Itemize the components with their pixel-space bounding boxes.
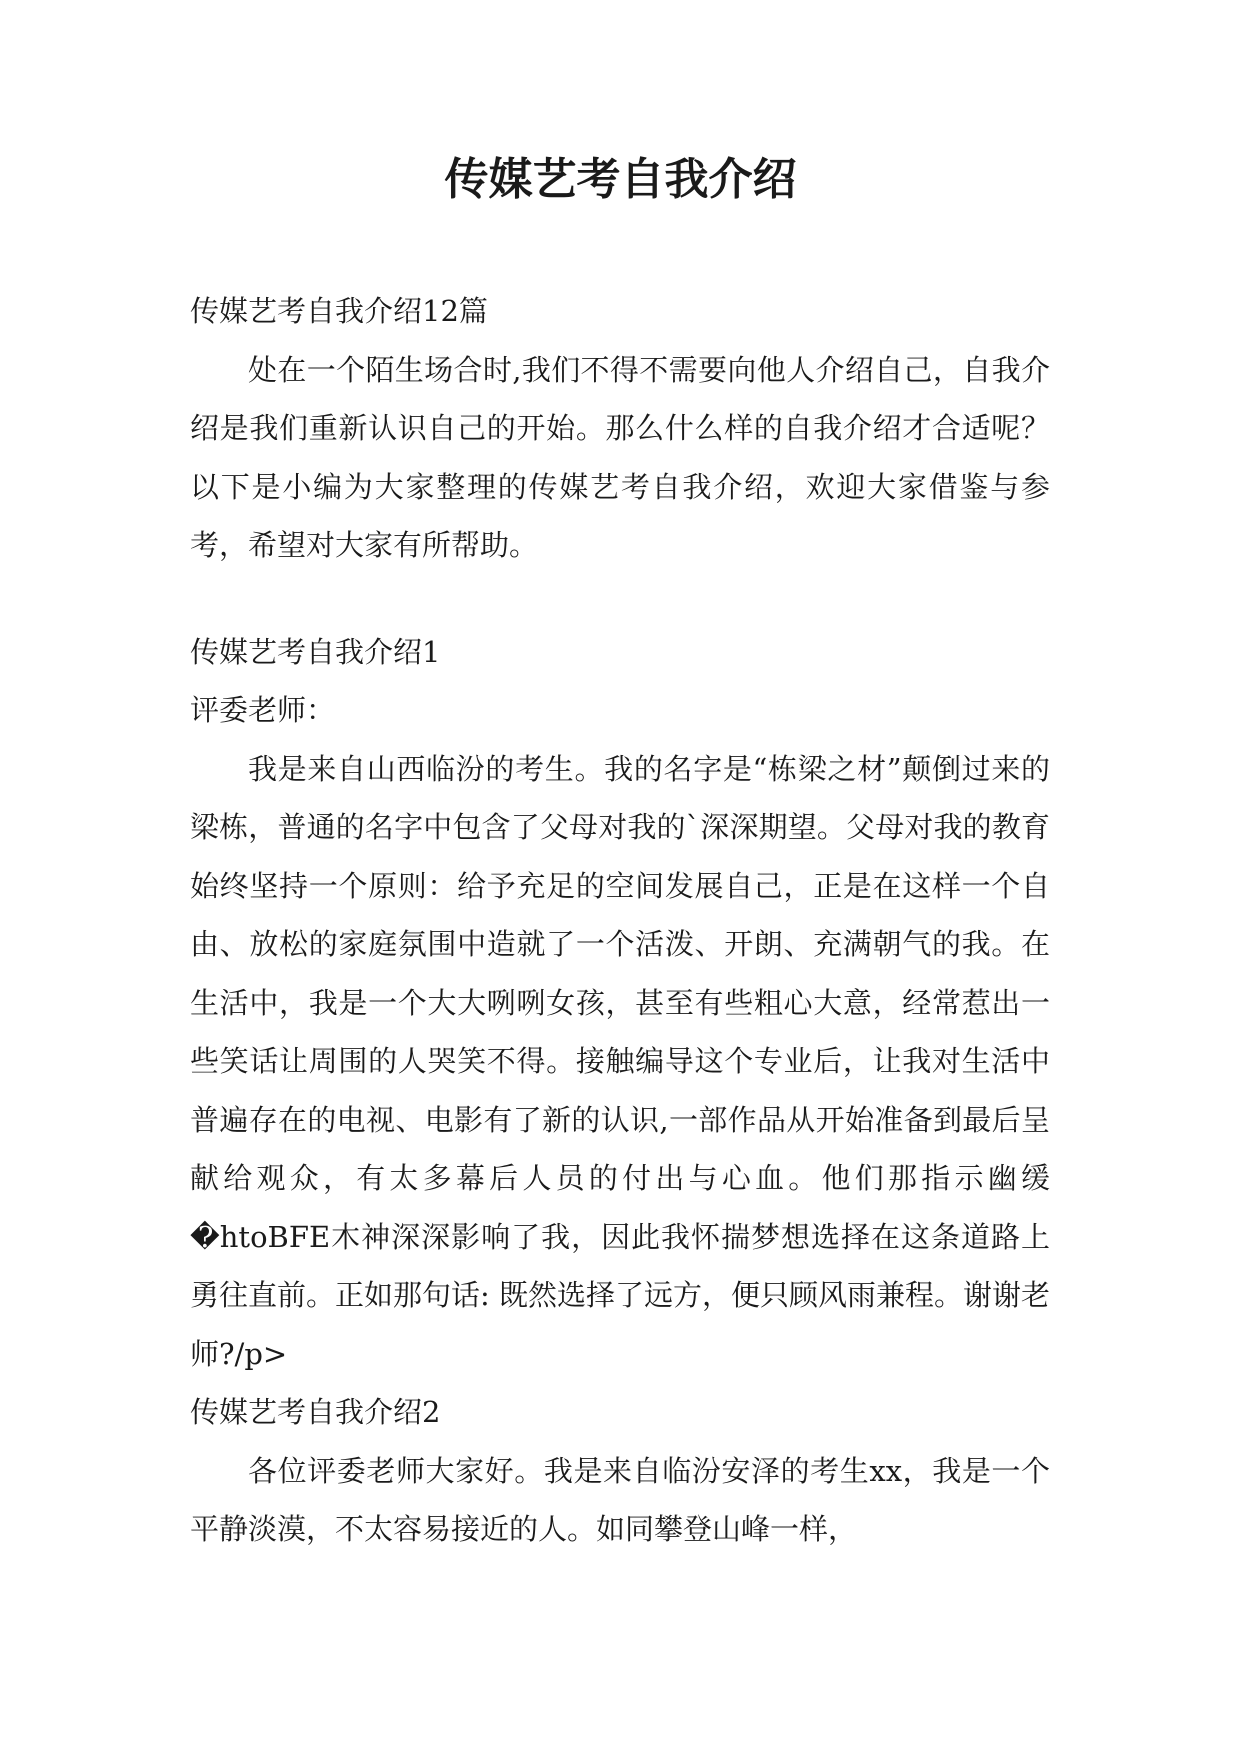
section-heading-1: 传媒艺考自我介绍1: [190, 634, 441, 669]
document-title: 传媒艺考自我介绍: [444, 154, 797, 205]
section-body-1: 我是来自山西临汾的考生。我的名字是“栋梁之材”颠倒过来的梁栋，普通的名字中包含了父母对我的`深深期望。父母对我的教育始终坚持一个原则：给予充足的空间发展自己，正是在这样一个自由、放松的家庭氛围中造就了一个活泼、开朗、充满朝气的我。在生活中，我是一个大大咧咧女孩，甚至有些粗心大意，经常惹出一些笑话让周围的人哭笑不得。接触编导这个专业后，让我对生活中普遍存在的电视、电影有了新的认识,一部作品从开始准备到最后呈献给观众，有太多幕后人员的付出与心血。他们那指示幽缓�htoBFE木神深深影响了我，因此我怀揣梦想选择在这条道路上勇往直前。正如那句话: 既然选择了远方，便只顾风雨兼程。谢谢老师?/p>: [190, 751, 1050, 1371]
section-gap: [190, 575, 1050, 623]
section-heading-2: 传媒艺考自我介绍2: [190, 1395, 441, 1429]
document-body: [190, 282, 1050, 1559]
document-subtitle: 传媒艺考自我介绍12篇: [190, 294, 488, 328]
section-body-2: 各位评委老师大家好。我是来自临汾安泽的考生xx，我是一个平静淡漠，不太容易接近的人。如同攀登山峰一样，: [190, 1453, 1050, 1546]
intro-paragraph: 处在一个陌生场合时,我们不得不需要向他人介绍自己，自我介绍是我们重新认识自己的开始。那么什么样的自我介绍才合适呢？以下是小编为大家整理的传媒艺考自我介绍，欢迎大家借鉴与参考，希望对大家有所帮助。: [190, 352, 1050, 562]
section-salutation-1: 评委老师：: [190, 693, 336, 727]
